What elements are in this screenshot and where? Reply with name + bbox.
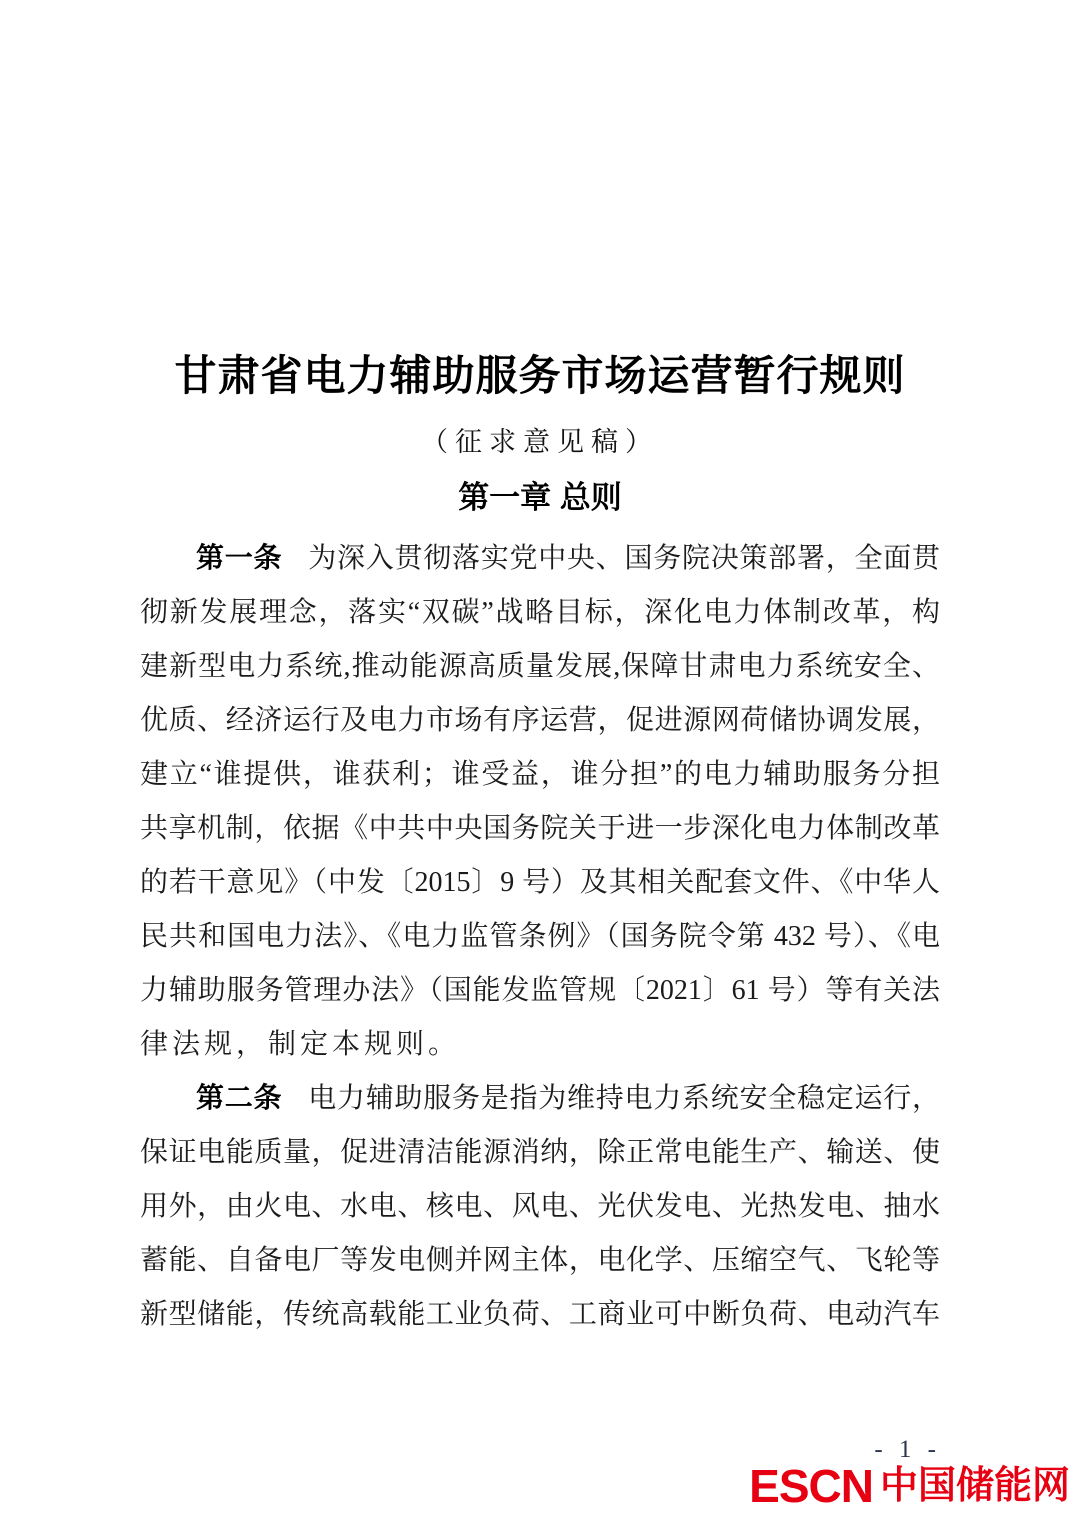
article-1-line-1-text: 为深入贯彻落实党中央、国务院决策部署，全面贯 [308, 543, 940, 574]
article-2-label: 第二条 [196, 1083, 283, 1114]
escn-logo-cjk-text: 中国储能网 [879, 1465, 1070, 1507]
escn-logo-latin-text: ESCN [749, 1460, 873, 1512]
article-1-line-6: 共享机制，依据《中共中央国务院关于进一步深化电力体制改革 [140, 813, 940, 844]
article-2-line-5: 新型储能，传统高载能工业负荷、工商业可中断负荷、电动汽车 [140, 1299, 940, 1330]
document-content [140, 352, 940, 1342]
article-1-line-2: 彻新发展理念，落实“双碳”战略目标，深化电力体制改革，构 [140, 597, 940, 628]
page-number: - 1 - [874, 1436, 941, 1463]
article-2-line-4: 蓄能、自备电厂等发电侧并网主体，电化学、压缩空气、飞轮等 [140, 1245, 940, 1276]
article-2-line-1-text: 电力辅助服务是指为维持电力系统安全稳定运行， [308, 1083, 940, 1114]
article-1-line-1 [140, 532, 940, 586]
chapter-heading: 第一章 总则 [458, 480, 622, 515]
article-2-line-3: 用外，由火电、水电、核电、风电、光伏发电、光热发电、抽水 [140, 1191, 940, 1222]
document-subtitle: （征求意见稿） [421, 427, 659, 457]
escn-logo [749, 1460, 1070, 1512]
document-body [140, 532, 940, 1342]
article-1-line-4: 优质、经济运行及电力市场有序运营，促进源网荷储协调发展， [140, 705, 940, 736]
article-1-line-9: 力辅助服务管理办法》（国能发监管规〔2021〕61 号）等有关法 [140, 975, 940, 1006]
document-title: 甘肃省电力辅助服务市场运营暂行规则 [174, 354, 906, 400]
article-1-line-3: 建新型电力系统,推动能源高质量发展,保障甘肃电力系统安全、 [140, 651, 940, 682]
article-1-line-7: 的若干意见》（中发〔2015〕9 号）及其相关配套文件、《中华人 [140, 867, 940, 898]
article-1-line-8: 民共和国电力法》、《电力监管条例》（国务院令第 432 号）、《电 [140, 921, 940, 952]
article-2-line-2: 保证电能质量，促进清洁能源消纳，除正常电能生产、输送、使 [140, 1137, 940, 1168]
article-1-line-10: 律法规，制定本规则。 [140, 1029, 461, 1060]
article-1-label: 第一条 [196, 543, 283, 574]
article-2-line-1 [140, 1072, 940, 1126]
article-1-line-5: 建立“谁提供，谁获利；谁受益，谁分担”的电力辅助服务分担 [140, 759, 940, 790]
